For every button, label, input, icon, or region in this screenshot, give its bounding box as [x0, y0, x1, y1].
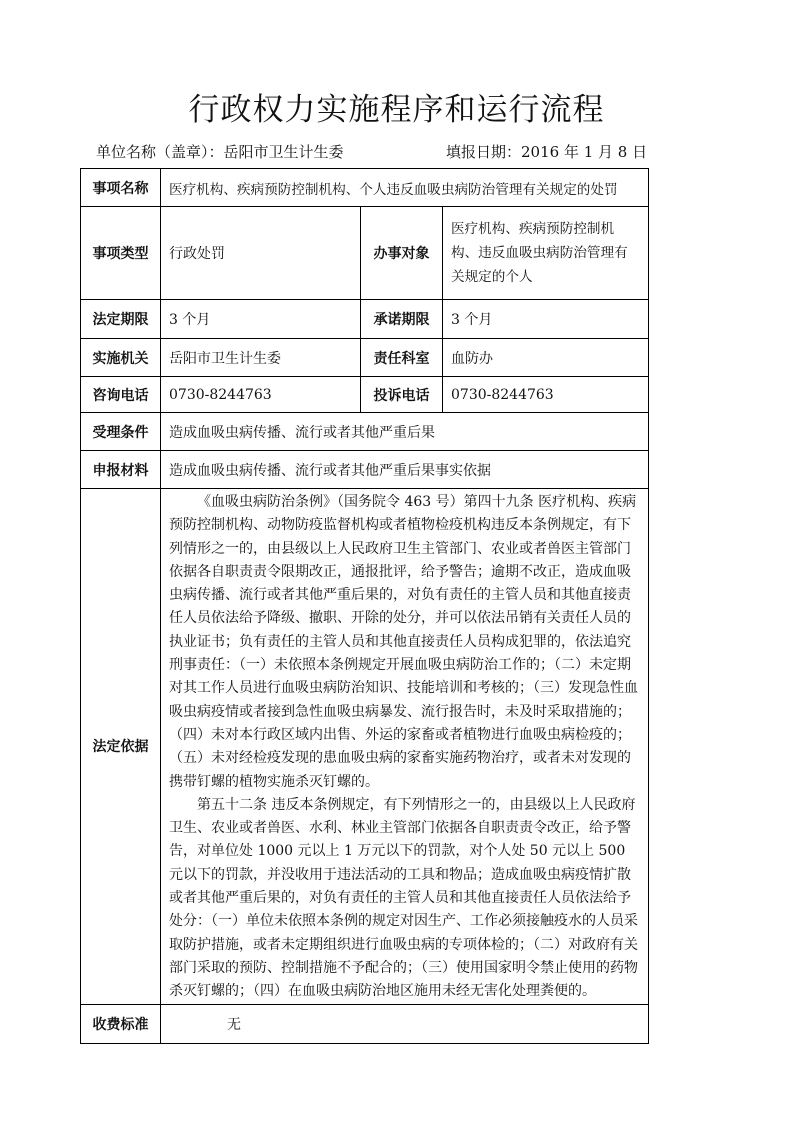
unit-name: 单位名称（盖章）：岳阳市卫生计生委: [96, 143, 344, 161]
item-name-value: 医疗机构、疾病预防控制机构、个人违反血吸虫病防治管理有关规定的处罚: [161, 169, 649, 207]
materials-value: 造成血吸虫病传播、流行或者其他严重后果事实依据: [161, 451, 649, 489]
dept-label: 责任科室: [361, 339, 443, 377]
info-table: [80, 168, 649, 1044]
promise-limit-label: 承诺期限: [361, 300, 443, 339]
row-basis: [81, 489, 649, 1005]
row-phone: [81, 377, 649, 413]
basis-label: 法定依据: [81, 489, 161, 1005]
item-name-label: 事项名称: [81, 169, 161, 207]
consult-label: 咨询电话: [81, 377, 161, 413]
item-type-label: 事项类型: [81, 207, 161, 300]
item-type-value: 行政处罚: [161, 207, 361, 300]
fee-label: 收费标准: [81, 1004, 161, 1043]
target-label: 办事对象: [361, 207, 443, 300]
basis-paragraph-1: 《血吸虫病防治条例》（国务院令 463 号）第四十九条 医疗机构、疾病预防控制机构、动物防疫监督机构或者植物检疫机构违反本条例规定，有下列情形之一的，由县级以上人民政府卫生主管部门、农业或者兽医主管部门依据各自职责责令限期改正，通报批评，给予警告；逾期不改正，造成血吸虫病传播、流行或者其他严重后果的，对负有责任的主管人员和其他直接责任人员依法给予降级、撤职、开除的处分，并可以依法吊销有关责任人员的执业证书；负有责任的主管人员和其他直接责任人员构成犯罪的，依法追究刑事责任：（一）未依照本条例规定开展血吸虫病防治工作的；（二）未定期对其工作人员进行血吸虫病防治知识、技能培训和考核的；（三）发现急性血吸虫病疫情或者接到急性血吸虫病暴发、流行报告时，未及时采取措施的；（四）未对本行政区域内出售、外运的家畜或者植物进行血吸虫病检疫的；（五）未对经检疫发现的患血吸虫病的家畜实施药物治疗，或者未对发现的携带钉螺的植物实施杀灭钉螺的。: [169, 494, 638, 790]
row-item-type: [81, 207, 649, 300]
basis-paragraph-2: 第五十二条 违反本条例规定，有下列情形之一的，由县级以上人民政府卫生、农业或者兽医、水利、林业主管部门依据各自职责责令改正，给予警告，对单位处 1000 元以上 1 万元以下的罚款，对个人处 50 元以上 500 元以下的罚款，并没收用于违法活动的工具和物品；造成血吸虫病疫情扩散或者其他严重后果的，对负有责任的主管人员和其他直接责任人员依法给予处分：（一）单位未依照本条例的规定对因生产、工作必须接触疫水的人员采取防护措施，或者未定期组织进行血吸虫病的专项体检的；（二）对政府有关部门采取的预防、控制措施不予配合的；（三）使用国家明令禁止使用的药物杀灭钉螺的；（四）在血吸虫病防治地区施用未经无害化处理粪便的。: [169, 796, 638, 1000]
row-item-name: [81, 169, 649, 207]
fill-date: 填报日期：2016 年 1 月 8 日: [446, 143, 648, 161]
fee-value: 无: [161, 1004, 649, 1043]
row-accept: [81, 413, 649, 451]
accept-label: 受理条件: [81, 413, 161, 451]
dept-value: 血防办: [443, 339, 649, 377]
consult-value: 0730-8244763: [161, 377, 361, 413]
target-value: 医疗机构、疾病预防控制机构、违反血吸虫病防治管理有关规定的个人: [443, 207, 649, 300]
materials-label: 申报材料: [81, 451, 161, 489]
row-agency: [81, 339, 649, 377]
complaint-value: 0730-8244763: [443, 377, 649, 413]
row-materials: [81, 451, 649, 489]
basis-value: [161, 489, 649, 1005]
complaint-label: 投诉电话: [361, 377, 443, 413]
legal-limit-value: 3 个月: [161, 300, 361, 339]
legal-limit-label: 法定期限: [81, 300, 161, 339]
agency-label: 实施机关: [81, 339, 161, 377]
promise-limit-value: 3 个月: [443, 300, 649, 339]
row-time-limit: [81, 300, 649, 339]
accept-value: 造成血吸虫病传播、流行或者其他严重后果: [161, 413, 649, 451]
page-title: 行政权力实施程序和运行流程: [188, 92, 605, 128]
agency-value: 岳阳市卫生计生委: [161, 339, 361, 377]
row-fee: [81, 1004, 649, 1043]
